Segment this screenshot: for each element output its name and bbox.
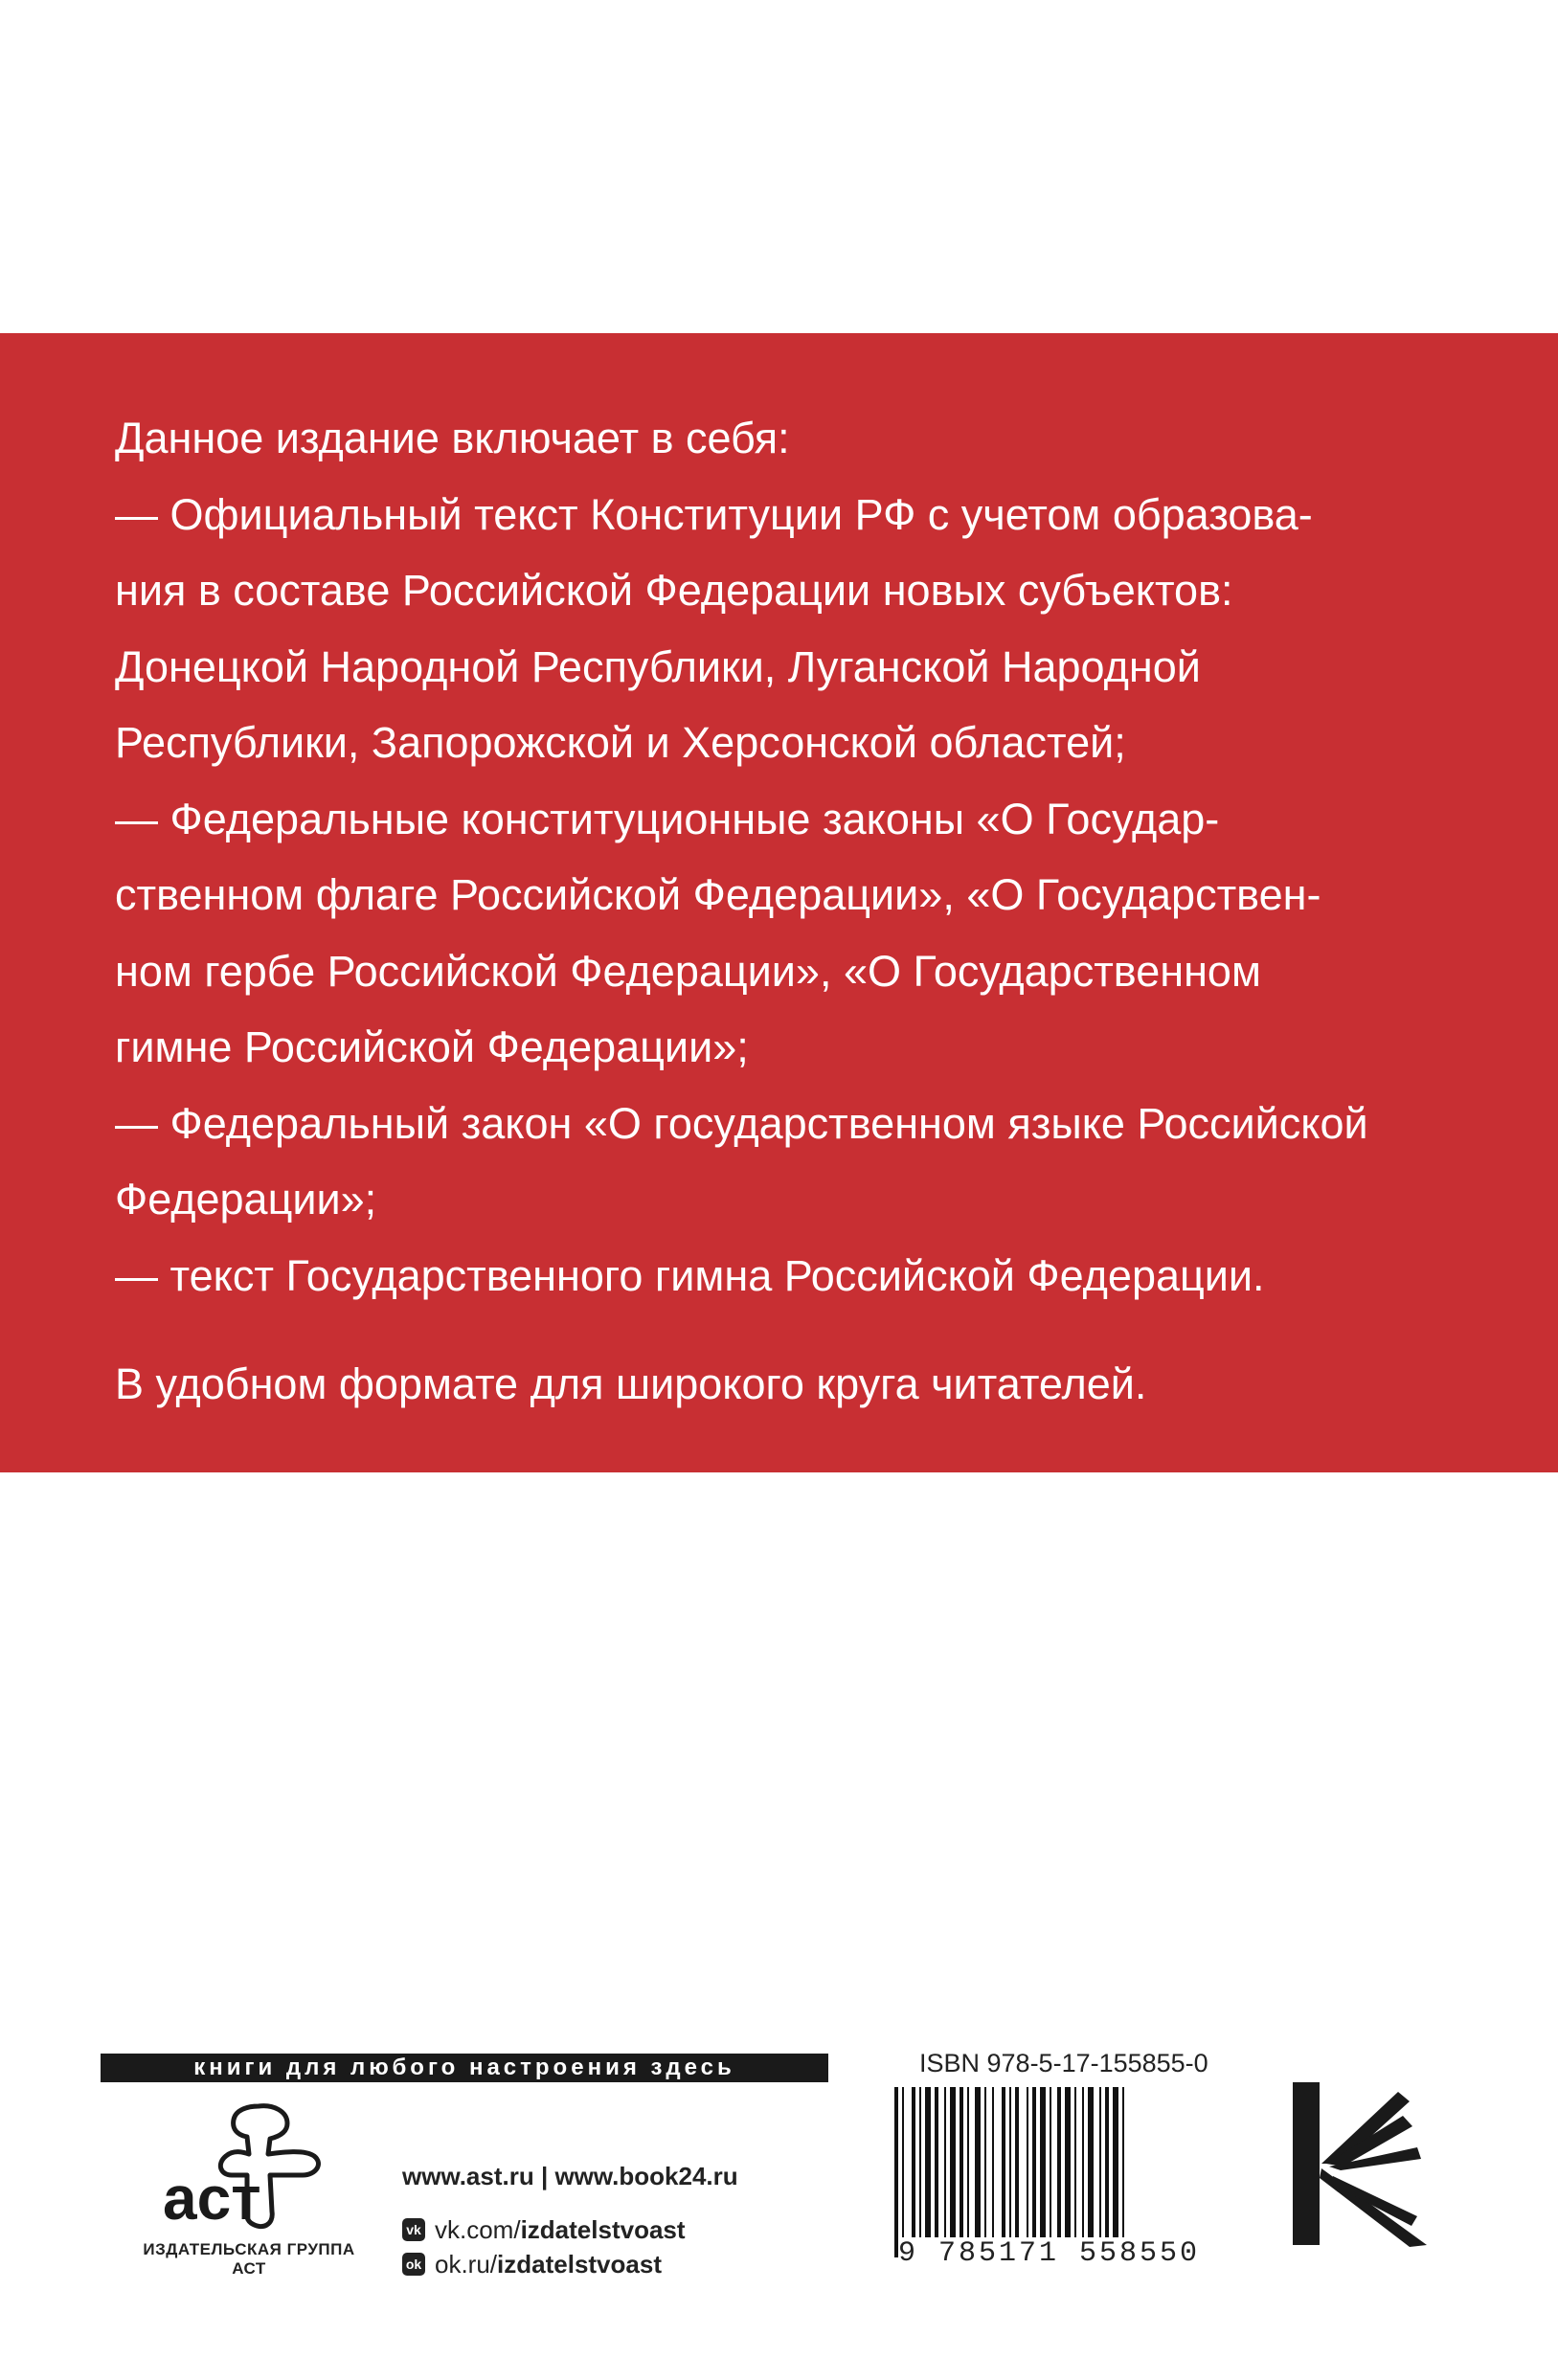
publisher-name: ИЗДАТЕЛЬСКАЯ ГРУППА АСТ xyxy=(143,2240,355,2278)
ok-icon: ok xyxy=(402,2253,425,2276)
blurb-line: гимне Российской Федерации»; xyxy=(115,1022,749,1071)
blurb-line: Донецкой Народной Республики, Луганской Народной xyxy=(115,641,1201,691)
blurb-line: Данное издание включает в себя: xyxy=(115,414,790,462)
website-links[interactable]: www.ast.ru | www.book24.ru xyxy=(402,2162,738,2190)
back-cover-blurb xyxy=(115,400,1446,1423)
blurb-line: — Федеральные конституционные законы «О Государ- xyxy=(115,794,1220,843)
ast-logo xyxy=(144,2097,335,2240)
ok-handle: izdatelstvoast xyxy=(497,2249,662,2279)
vk-icon: vk xyxy=(402,2218,425,2241)
barcode xyxy=(891,2087,1207,2257)
ok-link[interactable] xyxy=(402,2247,738,2281)
blurb-line: ственном флаге Российской Федерации», «О Государствен- xyxy=(115,870,1321,919)
blurb-closing: В удобном формате для широкого круга читателей. xyxy=(115,1359,1147,1408)
contacts xyxy=(402,2162,738,2281)
svg-text:аст: аст xyxy=(163,2164,261,2233)
blurb-line: — текст Государственного гимна Российской Федерации. xyxy=(115,1250,1265,1300)
tagline-bar: книги для любого настроения здесь xyxy=(101,2054,828,2082)
barcode-digits: 9 785171 558550 xyxy=(898,2237,1205,2270)
k-logo xyxy=(1283,2073,1436,2255)
vk-link[interactable] xyxy=(402,2212,738,2247)
isbn-text: ISBN 978-5-17-155855-0 xyxy=(919,2049,1208,2077)
vk-prefix: vk.com/ xyxy=(435,2214,521,2244)
vk-handle: izdatelstvoast xyxy=(520,2214,686,2244)
blurb-line: ном гербе Российской Федерации», «О Государственном xyxy=(115,946,1261,996)
blurb-line: ния в составе Российской Федерации новых субъектов: xyxy=(115,566,1233,615)
blurb-line: — Официальный текст Конституции РФ с учетом образова- xyxy=(115,489,1313,539)
blurb-line: — Федеральный закон «О государственном языке Российской xyxy=(115,1098,1368,1148)
blurb-line: Федерации»; xyxy=(115,1175,377,1224)
blurb-line: Республики, Запорожской и Херсонской областей; xyxy=(115,718,1126,767)
ok-prefix: ok.ru/ xyxy=(435,2249,498,2279)
